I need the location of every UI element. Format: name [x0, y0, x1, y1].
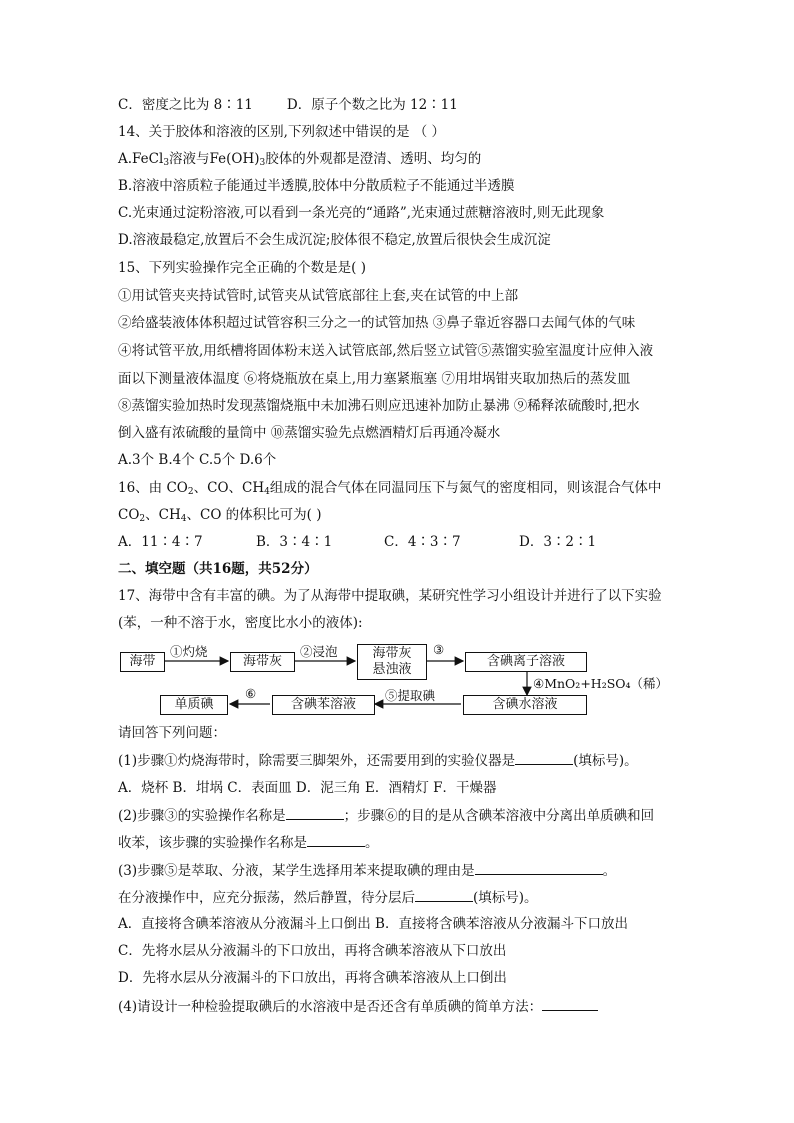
answer-blank[interactable]	[286, 805, 344, 820]
q16-option-d: D．3∶2∶1	[519, 534, 597, 550]
step-5-label: ⑤提取碘	[385, 688, 436, 703]
q17-part-2-line-1	[118, 805, 654, 826]
q14-option-d: D.溶液最稳定,放置后不会生成沉淀;胶体很不稳定,放置后很快会生成沉淀	[118, 232, 551, 248]
q17-part-3-line-2	[118, 887, 538, 908]
q16-text: CO	[118, 507, 140, 523]
q16-text: 、CH	[145, 507, 181, 523]
node-seaweed: 海带	[120, 652, 165, 672]
q17-option-d: D．先将水层从分液漏斗的下口放出，再将含碘苯溶液从上口倒出	[118, 970, 507, 986]
q16-option-b: B．3∶4∶1	[256, 534, 333, 550]
step-4-label: ④MnO₂+H₂SO₄（稀）	[533, 676, 669, 691]
q17-part-4	[118, 996, 598, 1017]
answer-blank[interactable]	[542, 996, 598, 1011]
q17-p3-text: (3)步骤⑤是萃取、分液，某学生选择用苯来提取碘的理由是	[118, 863, 475, 879]
step-2-label: ②浸泡	[300, 644, 338, 659]
q17-option-ab: A．直接将含碘苯溶液从分液漏斗上口倒出 B．直接将含碘苯溶液从分液漏斗下口放出	[118, 916, 628, 932]
step-6-label: ⑥	[245, 686, 257, 701]
q14-option-c: C.光束通过淀粉溶液,可以看到一条光亮的“通路”,光束通过蔗糖溶液时,则无此现象	[118, 205, 605, 221]
q15-line-5: ⑧蒸馏实验加热时发现蒸馏烧瓶中未加沸石则应迅速补加防止暴沸 ⑨稀释浓硫酸时,把水	[118, 398, 640, 414]
q14-a-text: A.FeCl	[118, 151, 164, 167]
q14-a-text: 溶液与Fe(OH)	[169, 151, 260, 167]
answer-blank[interactable]	[415, 887, 473, 902]
q16-option-c: C．4∶3∶7	[384, 534, 461, 550]
step-1-label: ①灼烧	[170, 644, 208, 659]
q17-p2-text: 收苯，该步骤的实验操作名称是	[118, 835, 307, 851]
q17-stem-line-2: (苯，一种不溶于水，密度比水小的液体):	[118, 615, 363, 631]
step-3-label: ③	[433, 642, 445, 657]
subscript: 4	[264, 487, 270, 497]
q15-options: A.3个 B.4个 C.5个 D.6个	[118, 452, 277, 468]
q17-part-1-options: A．烧杯 B．坩埚 C．表面皿 D．泥三角 E．酒精灯 F．干燥器	[118, 780, 497, 796]
subscript: 2	[139, 514, 146, 524]
q17-part-2-line-2	[118, 832, 379, 853]
q15-line-6: 倒入盛有浓硫酸的量筒中 ⑩蒸馏实验先点燃酒精灯后再通冷凝水	[118, 425, 501, 441]
node-iodide-solution: 含碘离子溶液	[465, 652, 587, 672]
q17-p2-text: 。	[365, 835, 379, 851]
node-iodine-water: 含碘水溶液	[463, 695, 587, 715]
q16-option-a: A．11∶4∶7	[118, 534, 203, 550]
q17-part-1	[118, 750, 638, 771]
q15-line-2: ②给盛装液体体积超过试管容积三分之一的试管加热 ③鼻子靠近容器口去闻气体的气味	[118, 315, 636, 331]
node-ash-suspension-line2: 悬浊液	[372, 662, 412, 677]
q14-a-text: 胶体的外观都是澄清、透明、均匀的	[265, 151, 482, 167]
q17-p4-text: (4)请设计一种检验提取碘后的水溶液中是否还含有单质碘的简单方法：	[118, 999, 543, 1015]
subscript: 3	[259, 158, 266, 168]
answer-blank[interactable]	[307, 832, 365, 847]
node-iodine-benzene: 含碘苯溶液	[272, 695, 375, 715]
subscript: 4	[180, 514, 187, 524]
answer-blank[interactable]	[475, 860, 603, 875]
node-ash-suspension	[357, 644, 427, 680]
subscript: 2	[187, 487, 194, 497]
q15-stem: 15、下列实验操作完全正确的个数是是( )	[118, 260, 367, 276]
node-seaweed-ash: 海带灰	[230, 652, 295, 672]
q17-option-c: C．先将水层从分液漏斗的下口放出，再将含碘苯溶液从下口放出	[118, 943, 507, 959]
q17-p1-text: (1)步骤①灼烧海带时，除需要三脚架外，还需要用到的实验仪器是	[118, 753, 516, 769]
q13-option-d: D．原子个数之比为 12∶11	[286, 97, 458, 113]
q15-line-1: ①用试管夹夹持试管时,试管夹从试管底部往上套,夹在试管的中上部	[118, 288, 519, 304]
q17-p2-text: (2)步骤③的实验操作名称是	[118, 808, 286, 824]
node-elemental-iodine: 单质碘	[160, 695, 228, 715]
q17-p1-end: (填标号)。	[573, 753, 638, 769]
q14-stem: 14、关于胶体和溶液的区别,下列叙述中错误的是 （ ）	[118, 124, 446, 140]
q17-p3-text: 在分液操作中，应充分振荡，然后静置，待分层后	[118, 890, 415, 906]
q16-text: 、CO、CH	[193, 480, 265, 496]
q16-text: 、CO 的体积比可为( )	[186, 507, 322, 523]
q17-p2-text: ；步骤⑥的目的是从含碘苯溶液中分离出单质碘和回	[343, 808, 655, 824]
q17-p3-text: 。	[602, 863, 617, 879]
q15-line-3: ④将试管平放,用纸槽将固体粉末送入试管底部,然后竖立试管⑤蒸馏实验室温度计应伸入液	[118, 343, 654, 359]
q16-text: 16、由 CO	[118, 480, 188, 496]
q17-part-3-line-1	[118, 860, 616, 881]
q17-p3-text: (填标号)。	[473, 890, 538, 906]
q16-text: 组成的混合气体在同温同压下与氮气的密度相同，则该混合气体中	[269, 480, 662, 496]
q13-option-c: C．密度之比为 8∶11	[118, 97, 253, 113]
q17-ask: 请回答下列问题：	[118, 725, 226, 741]
subscript: 3	[163, 158, 170, 168]
answer-blank[interactable]	[515, 750, 573, 765]
section-heading: 二、填空题（共16题，共52分）	[118, 561, 318, 577]
q17-stem-line-1: 17、海带中含有丰富的碘。为了从海带中提取碘，某研究性学习小组设计并进行了以下实验	[118, 588, 662, 604]
q14-option-b: B.溶液中溶质粒子能通过半透膜,胶体中分散质粒子不能通过半透膜	[118, 178, 515, 194]
node-ash-suspension-line1: 海带灰	[372, 646, 412, 661]
q15-line-4: 面以下测量液体温度 ⑥将烧瓶放在桌上,用力塞紧瓶塞 ⑦用坩埚钳夹取加热后的蒸发皿	[118, 371, 631, 387]
